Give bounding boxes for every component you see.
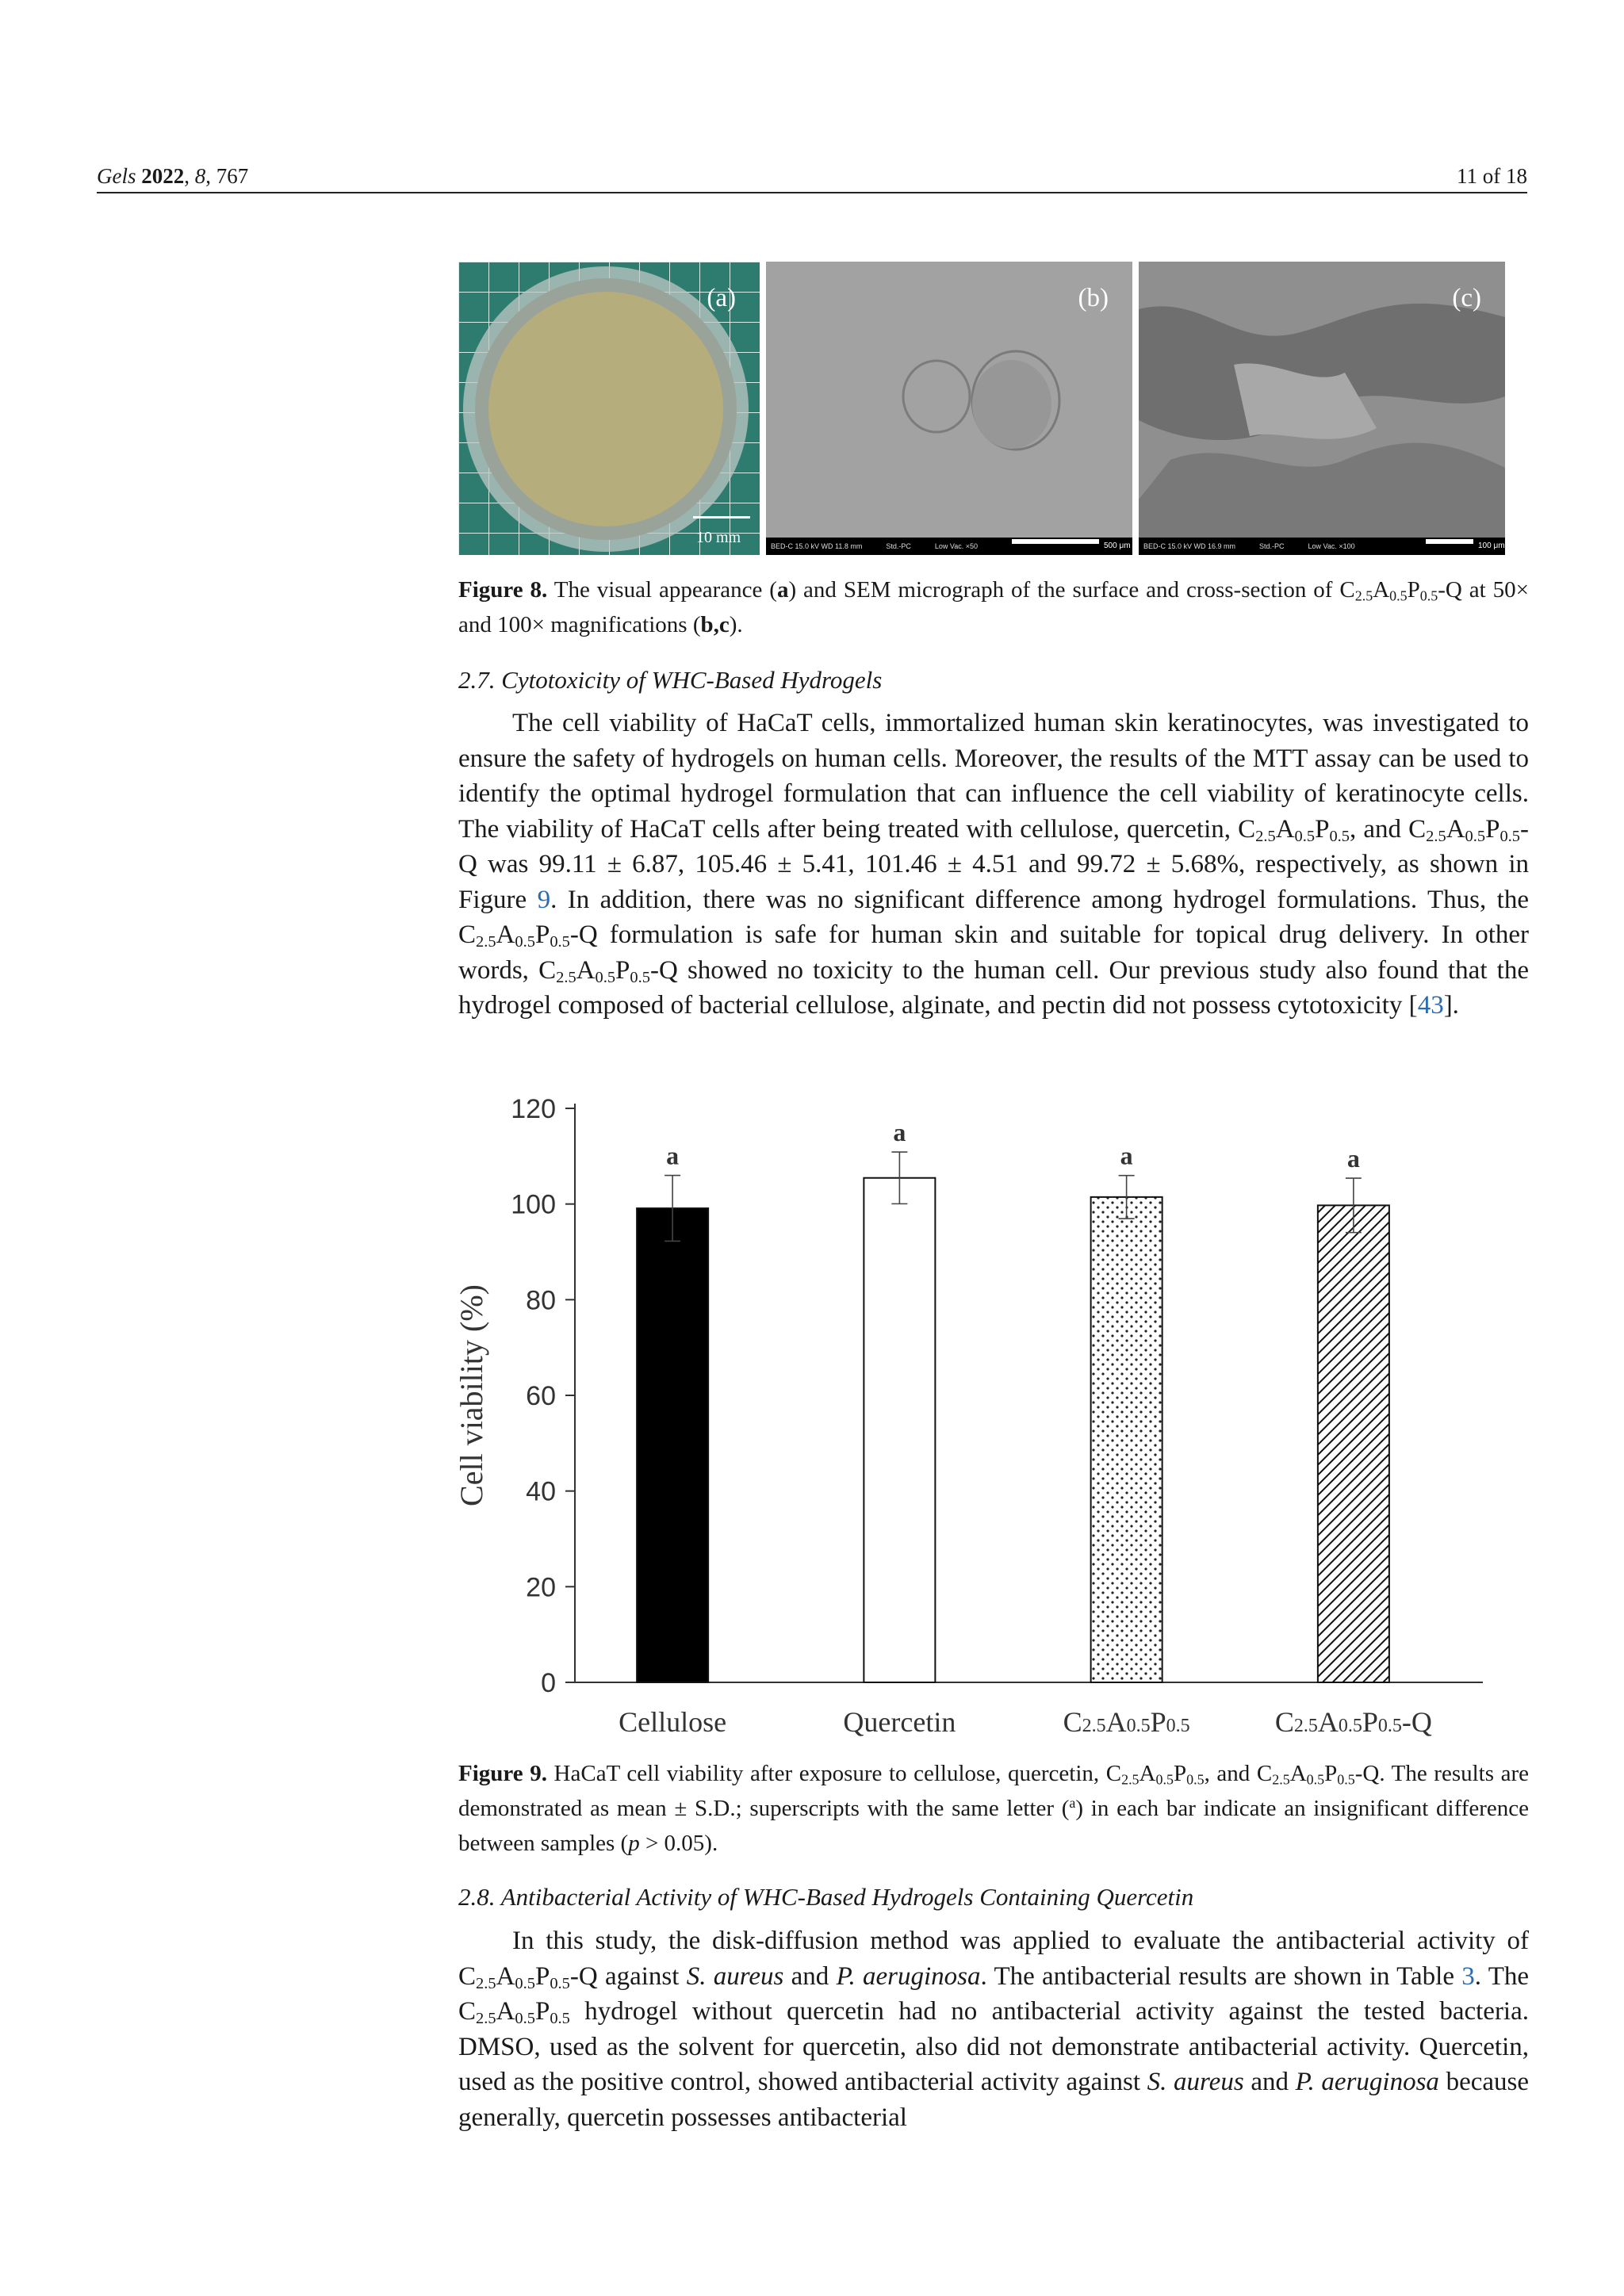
y-axis-label: Cell viability (%) <box>454 1284 489 1506</box>
y-tick-label: 20 <box>526 1572 556 1603</box>
significance-letter: a <box>666 1141 680 1170</box>
sem-scale-label: 500 μm <box>1104 541 1131 550</box>
y-tick-label: 100 <box>511 1189 556 1220</box>
y-tick-label: 60 <box>526 1381 556 1411</box>
significance-letter: a <box>893 1118 906 1147</box>
figure-9-link[interactable]: 9 <box>537 885 551 914</box>
y-tick-label: 120 <box>511 1094 556 1124</box>
panel-label-c: (c) <box>1452 284 1481 312</box>
paragraph-antibacterial: In this study, the disk-diffusion method was applied to evaluate the antibacterial activity of $C_{2.5}A_{0.5}P_{0.5}-Q$ against S. aureus and P. aeruginosa. The antibacterial results are shown in Table 3. The $C_{2.5}A_{0.5}P_{0.5}$ hydrogel without quercetin had no antibacterial activity against the tested bacteria. DMSO, used as the solvent for quercetin, also did not demonstrate antibacterial activity. Quercetin, used as the positive control, showed antibacterial activity against S. aureus and P. aeruginosa because generally, quercetin possesses antibacterial <box>458 1927 1530 2132</box>
panel-a-photo <box>458 262 760 555</box>
significance-letter: a <box>1120 1141 1133 1170</box>
panel-label-b: (b) <box>1078 284 1109 312</box>
figure-8 <box>458 262 1529 555</box>
figure-9-bar-chart <box>444 1086 1499 1752</box>
paragraph-cytotoxicity: The cell viability of HaCaT cells, immortalized human skin keratinocytes, was investigated to ensure the safety of hydrogels on human cells. Moreover, the results of the MTT assay can be used to identify the optimal hydrogel formulation that can influence the cell viability of keratinocyte cells. The viability of HaCaT cells after being treated with cellulose, quercetin, $C_{2.5}A_{0.5}P_{0.5}$, and $C_{2.5}A_{0.5}P_{0.5}-Q$ was 99.11 ± 6.87, 105.46 ± 5.41, 101.46 ± 4.51 and 99.72 ± 5.68%, respectively, as shown in Figure 9. In addition, there was no significant difference among hydrogel formulations. Thus, the $C_{2.5}A_{0.5}P_{0.5}-Q$ formulation is safe for human skin and suitable for topical drug delivery. In other words, $C_{2.5}A_{0.5}P_{0.5}-Q$ showed no toxicity to the human cell. Our previous study also found that the hydrogel composed of bacterial cellulose, alginate, and pectin did not possess cytotoxicity [43]. <box>458 709 1529 1020</box>
significance-letter: a <box>1346 1144 1360 1173</box>
panel-c-sem <box>1139 262 1505 555</box>
figure-9-caption: Figure 9. HaCaT cell viability after exposure to cellulose, quercetin, $C_{2.5}A_{0.5}P_{0.5}$, and $C_{2.5}A_{0.5}P_{0.5}-Q$. The results are demonstrated as mean ± S.D.; superscripts with the same letter ($^a$) in each bar indicate an insignificant difference between samples (p > 0.05). <box>458 1761 1530 1856</box>
x-tick-label: C2.5A0.5P0.5-Q <box>1274 1706 1432 1738</box>
sem-cross-section-image <box>1139 262 1505 555</box>
y-tick-label: 0 <box>541 1668 556 1698</box>
header-rule <box>97 192 1527 193</box>
section-heading-2-7: 2.7. Cytotoxicity of WHC-Based Hydrogels <box>458 666 883 694</box>
journal-citation: Gels 2022, 8, 767 <box>97 164 249 188</box>
x-tick-label: C2.5A0.5P0.5 <box>1063 1706 1190 1738</box>
sem-info-bar: BED-C 15.0 kV WD 11.8 mm Std.-PC Low Vac. ×50 <box>766 538 1132 555</box>
y-tick-label: 80 <box>526 1285 556 1316</box>
section-heading-2-8: 2.8. Antibacterial Activity of WHC-Based Hydrogels Containing Quercetin <box>458 1883 1194 1911</box>
x-tick-label: Cellulose <box>619 1706 727 1738</box>
page-number: 11 of 18 <box>1457 164 1527 188</box>
bar <box>637 1208 708 1682</box>
sem-scale-bar <box>1012 539 1099 544</box>
table-3-link[interactable]: 3 <box>1461 1961 1475 1991</box>
sem-info-bar: BED-C 15.0 kV WD 16.9 mm Std.-PC Low Vac. ×100 <box>1139 538 1505 555</box>
bar <box>1091 1197 1162 1682</box>
scale-bar <box>693 516 750 519</box>
y-tick-label: 40 <box>526 1476 556 1507</box>
figure-8-caption: Figure 8. The visual appearance (a) and SEM micrograph of the surface and cross-section of $C_{2.5}A_{0.5}P_{0.5}-Q$ at 50× and 100× magnifications (b,c). <box>458 577 1529 637</box>
scale-label: 10 mm <box>696 529 741 546</box>
panel-b-sem <box>766 262 1132 555</box>
x-tick-label: Quercetin <box>843 1706 956 1738</box>
panel-label-a: (a) <box>707 284 736 312</box>
running-header <box>97 149 1527 189</box>
citation-43-link[interactable]: 43 <box>1417 991 1444 1020</box>
bar <box>864 1178 935 1682</box>
sem-scale-bar <box>1426 539 1473 544</box>
sem-scale-label: 100 μm <box>1478 541 1505 550</box>
bar <box>1318 1205 1389 1682</box>
